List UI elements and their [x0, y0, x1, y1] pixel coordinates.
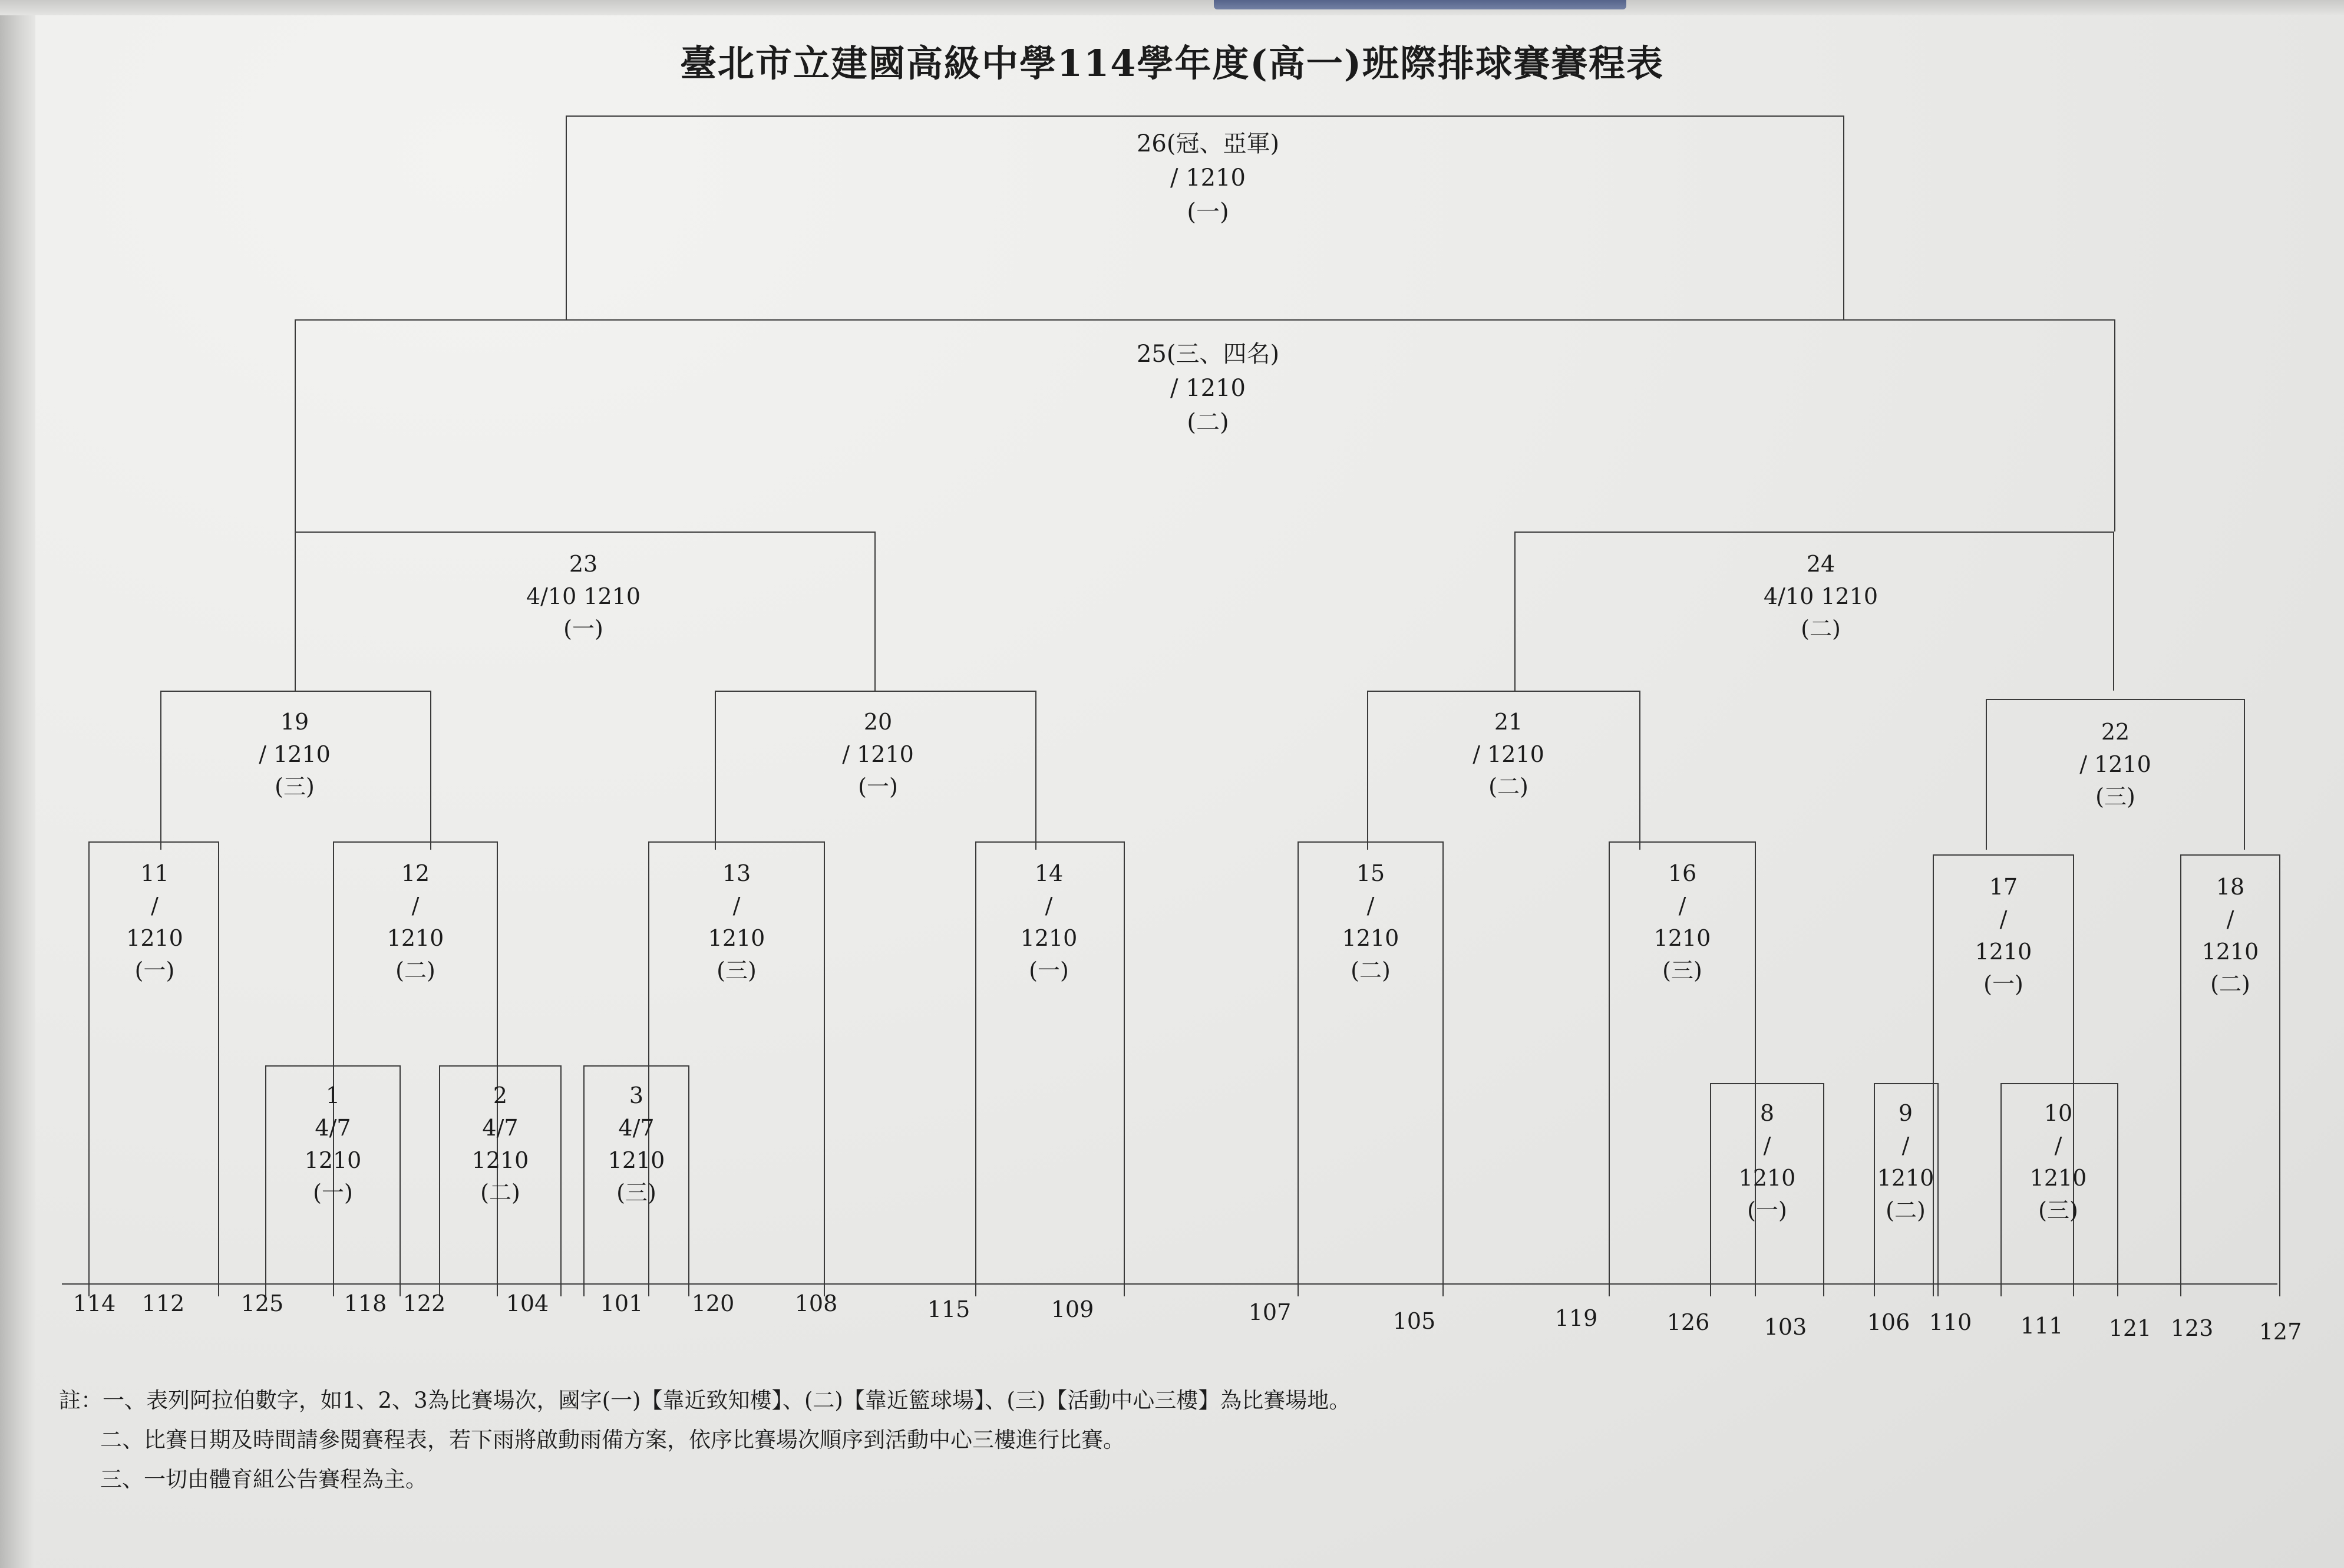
match-24-label: 24 — [1806, 551, 1835, 577]
team-label: 106 — [1867, 1309, 1910, 1335]
match-8-venue: (一) — [1747, 1197, 1787, 1224]
match-1-label: 1 — [325, 1082, 341, 1108]
team-label: 122 — [402, 1290, 446, 1316]
match-node-15[interactable] — [1299, 857, 1442, 987]
match-25-label: 25(三、四名) — [1136, 341, 1280, 368]
match-18-venue: (二) — [2210, 971, 2250, 998]
match-19-score: / 1210 — [259, 741, 331, 768]
match-node-8[interactable] — [1712, 1097, 1823, 1227]
team-label: 120 — [691, 1290, 735, 1316]
match-12-time: 1210 — [387, 925, 444, 952]
match-13-score: / — [732, 893, 741, 919]
match-node-19[interactable] — [136, 706, 454, 803]
match-22-venue: (三) — [2095, 784, 2135, 810]
team-label: 123 — [2170, 1315, 2214, 1341]
match-1-venue: (一) — [313, 1180, 353, 1206]
team-label: 105 — [1392, 1308, 1436, 1334]
match-8-label: 8 — [1759, 1100, 1775, 1126]
team-label: 118 — [344, 1290, 387, 1316]
match-22-score: / 1210 — [2079, 751, 2151, 778]
team-label: 103 — [1764, 1314, 1807, 1340]
match-15-label: 15 — [1356, 860, 1385, 886]
match-18-time: 1210 — [2201, 939, 2259, 965]
team-label: 121 — [2108, 1315, 2152, 1341]
match-node-12[interactable] — [336, 857, 495, 987]
match-10-time: 1210 — [2029, 1165, 2087, 1191]
match-14-label: 14 — [1034, 860, 1064, 886]
team-label: 104 — [506, 1290, 549, 1316]
match-node-13[interactable] — [651, 857, 822, 987]
match-20-label: 20 — [863, 709, 893, 735]
page-top-edge — [0, 0, 2344, 15]
page-title: 臺北市立建國高級中學114學年度(高一)班際排球賽賽程表 — [679, 42, 1665, 85]
match-node-2[interactable] — [441, 1080, 560, 1209]
match-node-16[interactable] — [1610, 857, 1754, 987]
match-2-date: 4/7 — [482, 1115, 519, 1141]
match-14-venue: (一) — [1029, 958, 1069, 984]
match-18-label: 18 — [2216, 874, 2245, 900]
match-23-label: 23 — [569, 551, 598, 577]
team-label: 119 — [1554, 1305, 1598, 1331]
match-21-venue: (二) — [1488, 774, 1528, 800]
match-20-score: / 1210 — [842, 741, 914, 768]
match-11-score: / — [151, 893, 159, 919]
match-9-label: 9 — [1898, 1100, 1913, 1126]
match-node-14[interactable] — [975, 857, 1123, 987]
team-label: 114 — [72, 1290, 116, 1316]
match-17-label: 17 — [1989, 874, 2018, 900]
match-node-17[interactable] — [1934, 871, 2073, 1001]
notes-block — [59, 1382, 2239, 1500]
blue-marker-strip — [1214, 0, 1626, 9]
match-11-label: 11 — [140, 860, 169, 886]
match-node-20[interactable] — [719, 706, 1037, 803]
team-label: 107 — [1248, 1299, 1292, 1325]
page-left-edge — [0, 0, 35, 1568]
match-node-3[interactable] — [572, 1080, 701, 1209]
match-1-date: 4/7 — [315, 1115, 351, 1141]
team-label: 111 — [2020, 1313, 2064, 1339]
team-label: 126 — [1666, 1309, 1710, 1335]
match-17-time: 1210 — [1975, 939, 2032, 965]
match-11-venue: (一) — [134, 958, 175, 984]
match-9-venue: (二) — [1886, 1197, 1926, 1224]
match-2-time: 1210 — [471, 1147, 529, 1174]
team-label: 127 — [2259, 1319, 2302, 1345]
match-20-venue: (一) — [858, 774, 898, 800]
note-line-1: 註：一、表列阿拉伯數字，如1、2、3為比賽場次，國字(一)【靠近致知樓】、(二)【靠近籃球場】、(三)【活動中心三樓】為比賽場地。 — [59, 1388, 1351, 1413]
match-19-label: 19 — [280, 709, 309, 735]
match-node-9[interactable] — [1843, 1097, 1968, 1227]
team-label: 125 — [240, 1290, 284, 1316]
match-16-label: 16 — [1668, 860, 1697, 886]
match-3-date: 4/7 — [618, 1115, 655, 1141]
match-18-score: / — [2226, 906, 2234, 933]
match-node-23[interactable] — [412, 548, 754, 645]
match-9-date: / — [1901, 1133, 1910, 1159]
match-23-venue: (一) — [563, 616, 603, 642]
team-label: 110 — [1929, 1309, 1972, 1335]
match-10-label: 10 — [2043, 1100, 2073, 1126]
match-8-time: 1210 — [1738, 1165, 1796, 1191]
match-17-score: / — [1999, 906, 2008, 933]
team-label: 112 — [141, 1290, 185, 1316]
match-13-label: 13 — [722, 860, 751, 886]
match-node-1[interactable] — [266, 1080, 400, 1209]
match-16-time: 1210 — [1653, 925, 1711, 952]
match-1-time: 1210 — [304, 1147, 362, 1174]
match-17-venue: (一) — [1983, 971, 2023, 998]
match-9-time: 1210 — [1877, 1165, 1934, 1191]
match-23-score: 4/10 1210 — [526, 583, 641, 610]
match-3-venue: (三) — [616, 1180, 656, 1206]
match-21-label: 21 — [1494, 709, 1523, 735]
match-14-score: / — [1045, 893, 1053, 919]
match-12-label: 12 — [401, 860, 430, 886]
team-label: 101 — [600, 1290, 643, 1316]
match-node-25[interactable] — [1002, 337, 1414, 440]
match-25-venue: (二) — [1187, 409, 1229, 436]
bracket-baseline — [62, 1283, 2277, 1285]
note-line-3: 三、一切由體育組公告賽程為主。 — [100, 1466, 427, 1492]
match-26-score: / 1210 — [1170, 164, 1246, 192]
match-14-time: 1210 — [1020, 925, 1078, 952]
team-label: 115 — [927, 1296, 970, 1322]
match-11-time: 1210 — [126, 925, 183, 952]
match-13-venue: (三) — [717, 958, 757, 984]
match-3-time: 1210 — [608, 1147, 665, 1174]
match-15-venue: (二) — [1351, 958, 1391, 984]
match-10-date: / — [2054, 1133, 2062, 1159]
team-label: 109 — [1051, 1296, 1094, 1322]
match-2-venue: (二) — [480, 1180, 520, 1206]
match-node-18[interactable] — [2157, 871, 2304, 1001]
match-10-venue: (三) — [2038, 1197, 2078, 1224]
match-15-time: 1210 — [1342, 925, 1399, 952]
match-16-venue: (三) — [1662, 958, 1702, 984]
match-2-label: 2 — [493, 1082, 508, 1108]
match-24-venue: (二) — [1801, 616, 1841, 642]
match-node-22[interactable] — [1962, 716, 2269, 813]
match-8-date: / — [1763, 1133, 1771, 1159]
match-node-21[interactable] — [1349, 706, 1668, 803]
note-line-2: 二、比賽日期及時間請參閱賽程表，若下雨將啟動雨備方案，依序比賽場次順序到活動中心三樓進行比賽。 — [100, 1427, 1125, 1453]
match-node-11[interactable] — [91, 857, 218, 987]
match-12-venue: (二) — [395, 958, 435, 984]
match-21-score: / 1210 — [1473, 741, 1544, 768]
match-22-label: 22 — [2101, 719, 2130, 745]
match-26-venue: (一) — [1187, 199, 1229, 226]
team-label: 108 — [794, 1290, 838, 1316]
match-node-24[interactable] — [1650, 548, 1992, 645]
match-25-score: / 1210 — [1170, 375, 1246, 402]
match-13-time: 1210 — [708, 925, 765, 952]
match-19-venue: (三) — [275, 774, 315, 800]
match-node-26[interactable] — [1002, 127, 1414, 229]
match-node-10[interactable] — [2000, 1097, 2116, 1227]
match-15-score: / — [1366, 893, 1375, 919]
match-3-label: 3 — [629, 1082, 644, 1108]
match-16-score: / — [1678, 893, 1686, 919]
match-24-score: 4/10 1210 — [1763, 583, 1878, 610]
match-26-label: 26(冠、亞軍) — [1136, 130, 1280, 157]
match-12-score: / — [411, 893, 420, 919]
